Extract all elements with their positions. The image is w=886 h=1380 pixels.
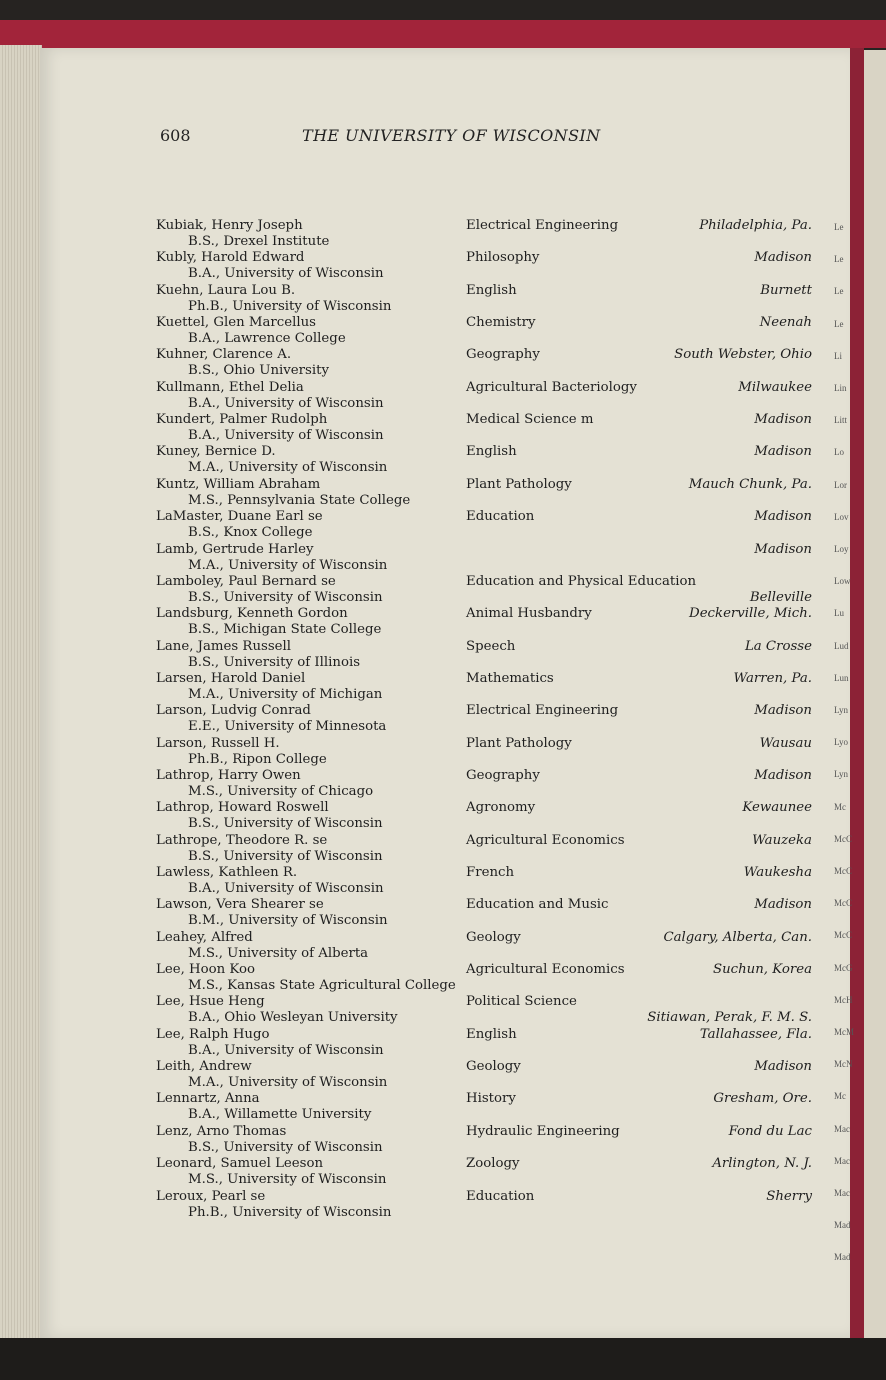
adjacent-page-tab: Mad	[834, 1252, 851, 1262]
entry-department: English	[466, 444, 517, 459]
adjacent-page-tab: McH	[834, 995, 853, 1005]
adjacent-page-tab: Le	[834, 286, 844, 296]
adjacent-page-tab: Mad	[834, 1220, 851, 1230]
list-item	[0, 736, 850, 770]
list-item	[0, 1124, 850, 1158]
entry-name: Larson, Ludvig Conrad	[156, 703, 311, 718]
entry-degree: B.S., University of Wisconsin	[188, 1140, 383, 1155]
adjacent-page-tab: Mc	[834, 1091, 846, 1101]
entry-name: Lathrop, Howard Roswell	[156, 800, 329, 815]
entry-degree: Ph.B., University of Wisconsin	[188, 299, 392, 314]
entry-name: Kubiak, Henry Joseph	[156, 218, 303, 233]
list-item	[0, 218, 850, 252]
list-item	[0, 1059, 850, 1093]
list-item	[0, 574, 850, 608]
adjacent-page-tab: Lun	[834, 673, 849, 683]
list-item	[0, 444, 850, 478]
entry-hometown: Madison	[754, 703, 812, 718]
entry-department: Agricultural Bacteriology	[466, 380, 637, 395]
entry-hometown-continued: Sitiawan, Perak, F. M. S.	[647, 1010, 812, 1025]
entry-department: Electrical Engineering	[466, 218, 619, 233]
entry-department: Agricultural Economics	[466, 962, 625, 977]
entry-degree: B.S., Knox College	[188, 525, 313, 540]
entry-name: Larsen, Harold Daniel	[156, 671, 306, 686]
adjacent-page-tab: McC	[834, 834, 852, 844]
adjacent-page-tab: Low	[834, 576, 851, 586]
entry-name: Kullmann, Ethel Delia	[156, 380, 304, 395]
entry-degree: M.S., Kansas State Agricultural College	[188, 978, 456, 993]
adjacent-page-tab: McC	[834, 930, 852, 940]
entry-name: Lane, James Russell	[156, 639, 292, 654]
entry-hometown: South Webster, Ohio	[674, 347, 812, 362]
adjacent-page-tab: Lu	[834, 608, 844, 618]
adjacent-page-tab: McC	[834, 866, 852, 876]
adjacent-page-tab: Le	[834, 222, 844, 232]
entry-name: Kundert, Palmer Rudolph	[156, 412, 328, 427]
entry-hometown: Gresham, Ore.	[713, 1091, 812, 1106]
list-item	[0, 250, 850, 284]
entry-degree: M.S., University of Alberta	[188, 946, 369, 961]
entry-name: Lamb, Gertrude Harley	[156, 542, 314, 557]
adjacent-page-tab: Lyn	[834, 705, 849, 715]
entry-name: Lamboley, Paul Bernard se	[156, 574, 336, 589]
entry-department: Education	[466, 509, 535, 524]
adjacent-page-tab: Le	[834, 254, 844, 264]
list-item	[0, 283, 850, 317]
adjacent-page-tab: Lo	[834, 447, 844, 457]
entry-name: Leroux, Pearl se	[156, 1189, 266, 1204]
entry-degree: M.A., University of Michigan	[188, 687, 383, 702]
entry-degree: B.A., University of Wisconsin	[188, 266, 384, 281]
entry-hometown: Madison	[754, 768, 812, 783]
adjacent-page-tab: Lyn	[834, 769, 849, 779]
entry-degree: B.A., University of Wisconsin	[188, 396, 384, 411]
entry-hometown: Wausau	[759, 736, 812, 751]
entry-hometown: Philadelphia, Pa.	[699, 218, 812, 233]
adjacent-page-tab: Lyo	[834, 737, 849, 747]
adjacent-page-tab: Mac	[834, 1156, 850, 1166]
entry-department: Plant Pathology	[466, 477, 572, 492]
entry-degree: B.A., University of Wisconsin	[188, 1043, 384, 1058]
entry-department: Animal Husbandry	[466, 606, 592, 621]
entry-department: English	[466, 283, 517, 298]
entry-name: Landsburg, Kenneth Gordon	[156, 606, 348, 621]
entry-department: Political Science	[466, 994, 577, 1009]
adjacent-page-tab: Li	[834, 351, 842, 361]
entry-department: Electrical Engineering	[466, 703, 619, 718]
adjacent-page-tab: Mac	[834, 1188, 850, 1198]
entry-degree: B.S., Ohio University	[188, 363, 329, 378]
entry-hometown: Tallahassee, Fla.	[699, 1027, 812, 1042]
list-item	[0, 865, 850, 899]
adjacent-page-tab: Loy	[834, 544, 849, 554]
list-item	[0, 994, 850, 1028]
entry-degree: B.A., Ohio Wesleyan University	[188, 1010, 398, 1025]
entry-hometown: Madison	[754, 412, 812, 427]
entry-hometown: Mauch Chunk, Pa.	[688, 477, 812, 492]
adjacent-page-tab: Lin	[834, 383, 847, 393]
entry-degree: M.S., University of Chicago	[188, 784, 374, 799]
list-item	[0, 542, 850, 576]
entry-department: Medical Science m	[466, 412, 594, 427]
entry-hometown: Calgary, Alberta, Can.	[663, 930, 812, 945]
entry-department: Geology	[466, 930, 521, 945]
entry-name: Larson, Russell H.	[156, 736, 280, 751]
entry-hometown: Madison	[754, 1059, 812, 1074]
entry-name: Lee, Hoon Koo	[156, 962, 256, 977]
entry-name: Lathrope, Theodore R. se	[156, 833, 328, 848]
entry-department: Education	[466, 1189, 535, 1204]
entry-hometown: Deckerville, Mich.	[689, 606, 812, 621]
entry-name: Lathrop, Harry Owen	[156, 768, 301, 783]
list-item	[0, 347, 850, 381]
list-item	[0, 1091, 850, 1125]
running-head: THE UNIVERSITY OF WISCONSIN	[302, 126, 601, 145]
entry-department: Education and Physical Education	[466, 574, 697, 589]
entry-degree: B.S., University of Wisconsin	[188, 590, 383, 605]
list-item	[0, 477, 850, 511]
entry-department: Agricultural Economics	[466, 833, 625, 848]
entry-degree: B.S., Drexel Institute	[188, 234, 330, 249]
entry-department: Hydraulic Engineering	[466, 1124, 620, 1139]
adjacent-page-tab: Lud	[834, 641, 849, 651]
entry-name: Kuhner, Clarence A.	[156, 347, 292, 362]
list-item	[0, 639, 850, 673]
entry-hometown-continued: Belleville	[749, 590, 812, 605]
entry-hometown: Burnett	[760, 283, 812, 298]
entry-hometown: Madison	[754, 542, 812, 557]
entry-degree: B.A., Lawrence College	[188, 331, 346, 346]
entry-degree: Ph.B., Ripon College	[188, 752, 327, 767]
entry-hometown: Madison	[754, 444, 812, 459]
entry-name: Leith, Andrew	[156, 1059, 252, 1074]
entry-hometown: Warren, Pa.	[733, 671, 812, 686]
list-item	[0, 315, 850, 349]
entry-department: History	[466, 1091, 516, 1106]
entry-degree: B.A., Willamette University	[188, 1107, 372, 1122]
entry-department: Education and Music	[466, 897, 609, 912]
entry-degree: E.E., University of Minnesota	[188, 719, 387, 734]
entry-department: Philosophy	[466, 250, 540, 265]
entry-degree: Ph.B., University of Wisconsin	[188, 1205, 392, 1220]
entry-name: Leonard, Samuel Leeson	[156, 1156, 324, 1171]
entry-degree: B.S., University of Wisconsin	[188, 849, 383, 864]
entry-hometown: Wauzeka	[752, 833, 812, 848]
list-item	[0, 1189, 850, 1223]
list-item	[0, 380, 850, 414]
adjacent-page-tab: McC	[834, 898, 852, 908]
adjacent-page-tab: Litt	[834, 415, 847, 425]
entry-name: Lawson, Vera Shearer se	[156, 897, 324, 912]
list-item	[0, 606, 850, 640]
list-item	[0, 962, 850, 996]
list-item	[0, 703, 850, 737]
adjacent-page-tab: Le	[834, 319, 844, 329]
entry-hometown: Suchun, Korea	[713, 962, 812, 977]
list-item	[0, 930, 850, 964]
list-item	[0, 412, 850, 446]
entry-department: Plant Pathology	[466, 736, 572, 751]
entry-hometown: Madison	[754, 250, 812, 265]
entry-department: Chemistry	[466, 315, 536, 330]
entry-hometown: Kewaunee	[742, 800, 812, 815]
list-item	[0, 1156, 850, 1190]
entry-department: English	[466, 1027, 517, 1042]
entry-hometown: La Crosse	[744, 639, 812, 654]
entry-degree: B.A., University of Wisconsin	[188, 428, 384, 443]
entry-hometown: Neenah	[759, 315, 812, 330]
adjacent-page-tab: McG	[834, 963, 853, 973]
entry-department: Zoology	[466, 1156, 520, 1171]
scan-background-bottom	[0, 1338, 886, 1380]
list-item	[0, 897, 850, 931]
list-item	[0, 833, 850, 867]
entry-degree: M.A., University of Wisconsin	[188, 1075, 388, 1090]
adjacent-page-tab: Lov	[834, 512, 849, 522]
adjacent-page-tab: Lor	[834, 480, 847, 490]
entry-name: Lawless, Kathleen R.	[156, 865, 298, 880]
entry-hometown: Milwaukee	[738, 380, 812, 395]
entry-degree: B.S., Michigan State College	[188, 622, 382, 637]
adjacent-page-tab: McN	[834, 1059, 853, 1069]
list-item	[0, 509, 850, 543]
list-item	[0, 800, 850, 834]
page-number: 608	[160, 126, 191, 145]
entry-degree: B.M., University of Wisconsin	[188, 913, 388, 928]
entry-degree: M.S., Pennsylvania State College	[188, 493, 411, 508]
entry-hometown: Sherry	[766, 1189, 812, 1204]
entry-hometown: Waukesha	[743, 865, 812, 880]
entry-degree: B.S., University of Wisconsin	[188, 816, 383, 831]
entry-department: Geography	[466, 347, 540, 362]
entry-hometown: Fond du Lac	[728, 1124, 812, 1139]
entry-name: Kuntz, William Abraham	[156, 477, 321, 492]
entry-name: Lee, Hsue Heng	[156, 994, 265, 1009]
entry-name: Kuehn, Laura Lou B.	[156, 283, 296, 298]
entry-name: Lee, Ralph Hugo	[156, 1027, 270, 1042]
entry-name: Kubly, Harold Edward	[156, 250, 305, 265]
entry-name: Kuettel, Glen Marcellus	[156, 315, 316, 330]
adjacent-page-tab: Mac	[834, 1124, 850, 1134]
entry-degree: B.S., University of Illinois	[188, 655, 361, 670]
adjacent-page-tab: Mc	[834, 802, 846, 812]
adjacent-page-tab: McM	[834, 1027, 854, 1037]
entry-name: Leahey, Alfred	[156, 930, 253, 945]
entry-name: LaMaster, Duane Earl se	[156, 509, 323, 524]
entry-degree: M.A., University of Wisconsin	[188, 558, 388, 573]
list-item	[0, 1027, 850, 1061]
entry-name: Lenz, Arno Thomas	[156, 1124, 287, 1139]
book-cover-top-edge	[0, 20, 886, 48]
entry-name: Kuney, Bernice D.	[156, 444, 276, 459]
entry-degree: M.S., University of Wisconsin	[188, 1172, 387, 1187]
list-item	[0, 768, 850, 802]
entry-department: French	[466, 865, 515, 880]
list-item	[0, 671, 850, 705]
entry-hometown: Madison	[754, 509, 812, 524]
entry-hometown: Arlington, N. J.	[712, 1156, 812, 1171]
entry-department: Mathematics	[466, 671, 554, 686]
entry-department: Agronomy	[466, 800, 536, 815]
entry-department: Geography	[466, 768, 540, 783]
entry-department: Geology	[466, 1059, 521, 1074]
entry-department: Speech	[466, 639, 516, 654]
entry-degree: B.A., University of Wisconsin	[188, 881, 384, 896]
entry-name: Lennartz, Anna	[156, 1091, 260, 1106]
entry-hometown: Madison	[754, 897, 812, 912]
entry-degree: M.A., University of Wisconsin	[188, 460, 388, 475]
